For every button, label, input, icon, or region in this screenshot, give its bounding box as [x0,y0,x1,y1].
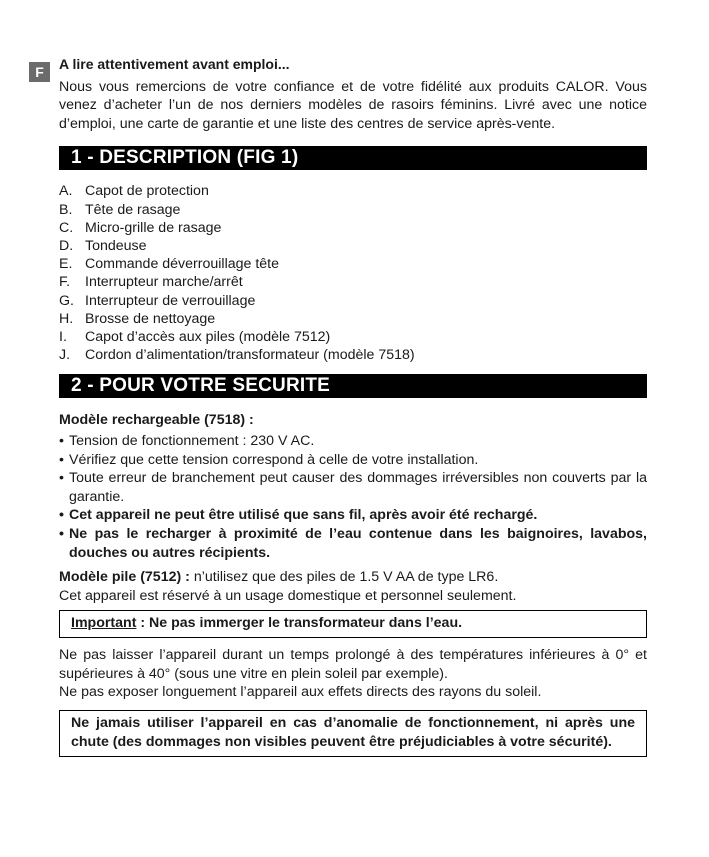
description-item [59,292,647,310]
description-item [59,201,647,219]
description-item-letter: G. [59,292,74,309]
description-item-letter: J. [59,347,71,364]
safety-bullet-item [59,469,647,506]
bullet-icon: • [59,507,64,524]
description-item [59,237,647,255]
bullet-icon: • [59,470,64,487]
safety-bullet-text: Cet appareil ne peut être utilisé que sans fil, après avoir été rechargé. [69,507,538,524]
battery-model-label: Modèle pile (7512) : [59,569,190,586]
safety-bullet-item [59,432,647,451]
rechargeable-model-title: Modèle rechargeable (7518) : [59,412,254,429]
description-item-text: Brosse de nettoyage [85,310,216,327]
description-item-letter: I. [59,329,67,345]
sun-exposure-warning: Ne pas exposer longuement l’appareil aux effets directs des rayons du soleil. [59,684,542,701]
important-text: : Ne pas immerger le transformateur dans l’eau. [136,615,463,632]
description-item [59,273,647,291]
battery-model-text: n’utilisez que des piles de 1.5 V AA de type LR6. [189,569,499,586]
description-item-letter: D. [59,237,74,254]
malfunction-warning-box: Ne jamais utiliser l’appareil en cas d’anomalie de fonctionnement, ni après une chute (des dommages non visibles peuvent être préjudiciables à votre sécurité). [59,710,647,757]
description-item [59,310,647,328]
safety-bullet-item [59,525,647,562]
description-list [59,182,647,364]
description-item-letter: A. [59,183,73,200]
safety-bullet-list [59,432,647,562]
description-item-text: Interrupteur de verrouillage [85,292,256,309]
description-item [59,346,647,364]
battery-model-paragraph [59,568,647,587]
description-item-letter: E. [59,256,73,273]
description-item [59,219,647,237]
description-item-letter: F. [59,274,71,291]
description-item [59,328,647,346]
description-item-text: Capot de protection [85,183,209,200]
domestic-use-text: Cet appareil est réservé à un usage domestique et personnel seulement. [59,587,517,604]
description-item-text: Tête de rasage [85,201,181,218]
bullet-icon: • [59,451,64,468]
safety-bullet-item [59,506,647,525]
description-item-text: Cordon d’alimentation/transformateur (modèle 7518) [85,347,415,364]
safety-bullet-text: Ne pas le recharger à proximité de l’eau contenue dans les baignoires, lavabos, douches ou autres récipients. [69,525,647,561]
safety-bullet-text: Vérifiez que cette tension correspond à celle de votre installation. [69,451,479,468]
safety-bullet-item [59,451,647,470]
intro-text: Nous vous remercions de votre confiance et de votre fidélité aux produits CALOR. Vous venez d’acheter l’un de nos derniers modèles de rasoirs féminins. Livré avec une notice d’emploi, une carte de garantie et une liste des centres de service après-vente. [59,78,647,132]
description-item-letter: H. [59,310,74,327]
manual-page [59,55,647,765]
section-safety-title: 2 - POUR VOTRE SECURITE [59,374,647,398]
intro-title: A lire attentivement avant emploi... [59,56,290,72]
description-item [59,255,647,273]
language-tab: F [29,62,50,82]
important-notice-box [59,610,647,638]
description-item-letter: B. [59,201,73,218]
intro-section [59,55,647,133]
important-label: Important [71,615,137,632]
bullet-icon: • [59,525,64,542]
safety-bullet-text: Toute erreur de branchement peut causer des dommages irréversibles non couverts par la garantie. [69,470,647,505]
description-item-text: Interrupteur marche/arrêt [85,274,243,291]
description-item [59,182,647,200]
description-item-text: Capot d’accès aux piles (modèle 7512) [85,329,331,345]
description-item-text: Micro-grille de rasage [85,219,222,236]
section-description-title: 1 - DESCRIPTION (FIG 1) [59,146,647,170]
bullet-icon: • [59,433,64,449]
safety-bullet-text: Tension de fonctionnement : 230 V AC. [69,433,315,449]
description-item-text: Commande déverrouillage tête [85,256,280,273]
description-item-letter: C. [59,219,74,236]
description-item-text: Tondeuse [85,237,147,254]
temperature-warning: Ne pas laisser l’appareil durant un temps prolongé à des températures inférieures à 0° et supérieures à 40° (sous une vitre en plein soleil par exemple). [59,646,647,682]
